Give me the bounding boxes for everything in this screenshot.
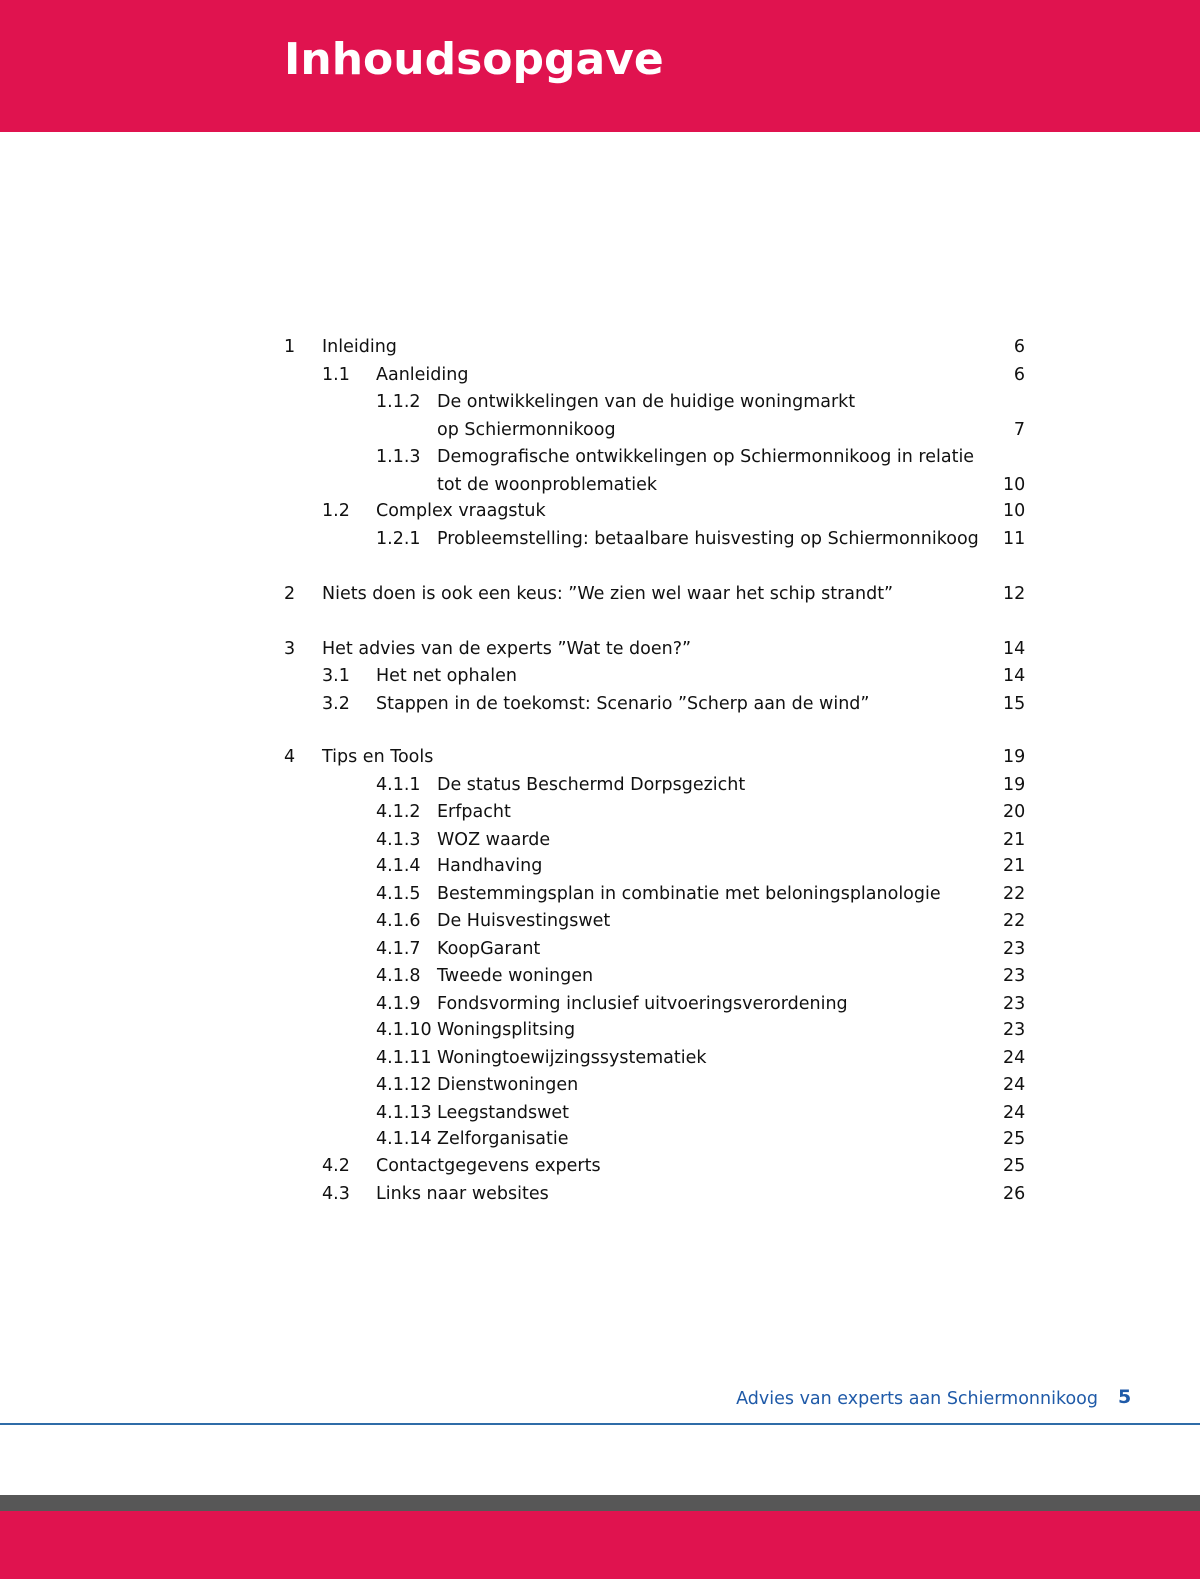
toc-entry-page: 6 bbox=[1013, 337, 1025, 357]
toc-entry-number: 4.1.6 bbox=[376, 911, 421, 931]
toc-entry-number: 4.1.2 bbox=[376, 802, 421, 822]
toc-entry-title: Het advies van de experts ”Wat te doen?” bbox=[322, 639, 692, 659]
toc-entry-title: Zelforganisatie bbox=[437, 1129, 569, 1149]
toc-entry-title: Leegstandswet bbox=[437, 1103, 570, 1123]
toc-entry-number: 4.1.9 bbox=[376, 994, 421, 1014]
toc-entry-title: Niets doen is ook een keus: ”We zien wel waar het schip strandt” bbox=[322, 584, 894, 604]
toc-entry-page: 7 bbox=[1013, 420, 1025, 440]
toc-entry-page: 23 bbox=[1003, 994, 1026, 1014]
toc-entry-title: De Huisvestingswet bbox=[437, 911, 611, 931]
footer-divider bbox=[0, 1423, 1200, 1425]
toc-entry-number: 3 bbox=[284, 639, 296, 659]
toc-entry-title: Het net ophalen bbox=[376, 666, 517, 686]
toc-entry-title: Complex vraagstuk bbox=[376, 501, 546, 521]
toc-entry-title: De ontwikkelingen van de huidige woningmarkt bbox=[437, 392, 856, 412]
toc-entry-page: 15 bbox=[1003, 694, 1026, 714]
toc-entry-title: Links naar websites bbox=[376, 1184, 549, 1204]
bottom-gray-band bbox=[0, 1495, 1200, 1511]
toc-entry-page: 24 bbox=[1003, 1075, 1026, 1095]
toc-entry-title: De status Beschermd Dorpsgezicht bbox=[437, 775, 746, 795]
toc-entry-number: 4.1.13 bbox=[376, 1103, 432, 1123]
toc-entry-page: 26 bbox=[1003, 1184, 1026, 1204]
toc-entry-number: 4.1.3 bbox=[376, 830, 421, 850]
toc-entry-title: Handhaving bbox=[437, 856, 543, 876]
toc-entry-page: 14 bbox=[1003, 639, 1026, 659]
toc-entry-number: 4.1.14 bbox=[376, 1129, 432, 1149]
toc-entry-title: Dienstwoningen bbox=[437, 1075, 579, 1095]
toc-entry-title: tot de woonproblematiek bbox=[437, 475, 658, 495]
toc-entry-page: 23 bbox=[1003, 966, 1026, 986]
toc-entry-page: 19 bbox=[1003, 775, 1026, 795]
toc-entry-title: Probleemstelling: betaalbare huisvesting op Schiermonnikoog bbox=[437, 529, 979, 549]
toc-entry-page: 24 bbox=[1003, 1048, 1026, 1068]
toc-entry-number: 4.1.4 bbox=[376, 856, 421, 876]
toc-entry-title: Fondsvorming inclusief uitvoeringsverordening bbox=[437, 994, 848, 1014]
toc-entry-page: 14 bbox=[1003, 666, 1026, 686]
toc-entry-page: 10 bbox=[1003, 501, 1026, 521]
page-title: Inhoudsopgave bbox=[284, 34, 664, 85]
toc-entry-page: 22 bbox=[1003, 911, 1026, 931]
toc-entry-title: Inleiding bbox=[322, 337, 397, 357]
toc-entry-number: 1.2.1 bbox=[376, 529, 421, 549]
toc-entry-title: Woningtoewijzingssystematiek bbox=[437, 1048, 707, 1068]
toc-entry-number: 1.1.2 bbox=[376, 392, 421, 412]
toc-entry-number: 4.1.12 bbox=[376, 1075, 432, 1095]
toc-entry-title: Tweede woningen bbox=[437, 966, 594, 986]
toc-entry-number: 4.3 bbox=[322, 1184, 350, 1204]
toc-entry-title: Woningsplitsing bbox=[437, 1020, 576, 1040]
bottom-red-band bbox=[0, 1511, 1200, 1579]
toc-entry-page: 12 bbox=[1003, 584, 1026, 604]
toc-entry-page: 19 bbox=[1003, 747, 1026, 767]
toc-entry-number: 4.1.10 bbox=[376, 1020, 432, 1040]
toc-entry-title: op Schiermonnikoog bbox=[437, 420, 616, 440]
toc-entry-number: 1.2 bbox=[322, 501, 350, 521]
toc-entry-number: 3.2 bbox=[322, 694, 350, 714]
toc-entry-page: 25 bbox=[1003, 1129, 1026, 1149]
toc-entry-title: WOZ waarde bbox=[437, 830, 551, 850]
toc-entry-page: 22 bbox=[1003, 884, 1026, 904]
toc-entry-number: 4.1.1 bbox=[376, 775, 421, 795]
footer-page-number: 5 bbox=[1118, 1386, 1132, 1408]
toc-entry-number: 3.1 bbox=[322, 666, 350, 686]
toc-entry-page: 11 bbox=[1003, 529, 1026, 549]
toc-entry-page: 21 bbox=[1003, 830, 1026, 850]
toc-entry-title: Stappen in de toekomst: Scenario ”Scherp aan de wind” bbox=[376, 694, 870, 714]
toc-entry-title: KoopGarant bbox=[437, 939, 541, 959]
toc-entry-number: 4.1.8 bbox=[376, 966, 421, 986]
toc-entry-number: 1.1 bbox=[322, 365, 350, 385]
toc-entry-title: Bestemmingsplan in combinatie met beloningsplanologie bbox=[437, 884, 941, 904]
toc-entry-number: 4.1.11 bbox=[376, 1048, 432, 1068]
toc-entry-number: 4.1.5 bbox=[376, 884, 421, 904]
toc-entry-page: 23 bbox=[1003, 1020, 1026, 1040]
toc-entry-page: 23 bbox=[1003, 939, 1026, 959]
toc-entry-number: 4.2 bbox=[322, 1156, 350, 1176]
toc-entry-title: Aanleiding bbox=[376, 365, 469, 385]
toc-entry-number: 4 bbox=[284, 747, 296, 767]
toc-entry-page: 20 bbox=[1003, 802, 1026, 822]
toc-entry-title: Demografische ontwikkelingen op Schiermonnikoog in relatie bbox=[437, 447, 975, 467]
toc-entry-number: 2 bbox=[284, 584, 296, 604]
toc-entry-page: 21 bbox=[1003, 856, 1026, 876]
toc-entry-number: 1 bbox=[284, 337, 296, 357]
footer-publication-title: Advies van experts aan Schiermonnikoog bbox=[736, 1389, 1098, 1409]
toc-entry-title: Erfpacht bbox=[437, 802, 511, 822]
toc-entry-number: 1.1.3 bbox=[376, 447, 421, 467]
toc-entry-page: 6 bbox=[1013, 365, 1025, 385]
toc-entry-page: 25 bbox=[1003, 1156, 1026, 1176]
toc-entry-page: 10 bbox=[1003, 475, 1026, 495]
toc-entry-number: 4.1.7 bbox=[376, 939, 421, 959]
toc-entry-title: Tips en Tools bbox=[322, 747, 434, 767]
toc-entry-title: Contactgegevens experts bbox=[376, 1156, 601, 1176]
toc-entry-page: 24 bbox=[1003, 1103, 1026, 1123]
